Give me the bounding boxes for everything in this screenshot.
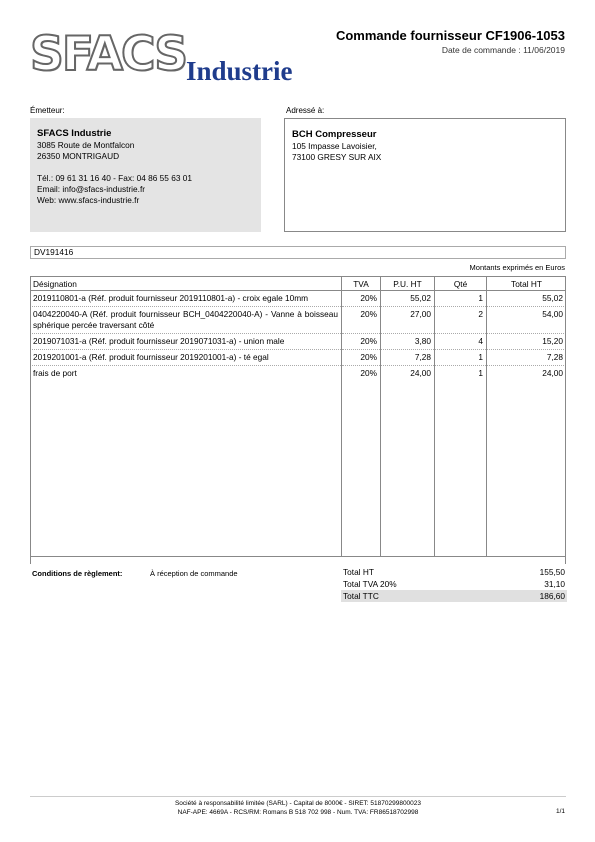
emitter-name: SFACS Industrie — [37, 128, 112, 139]
cell-designation: 2019071031-a (Réf. produit fournisseur 2019071031-a) - union male — [30, 334, 342, 350]
recipient-address-line: 73100 GRESY SUR AIX — [292, 152, 382, 162]
header-tva: TVA — [342, 277, 381, 291]
cell-total: 24,00 — [487, 366, 567, 557]
emitter-address-line: 26350 MONTRIGAUD — [37, 151, 120, 161]
items-table — [30, 276, 566, 557]
cell-total: 55,02 — [487, 291, 567, 307]
currency-note: Montants exprimés en Euros — [469, 263, 565, 272]
cell-total: 54,00 — [487, 307, 567, 334]
emitter-address-line: 3085 Route de Montfalcon — [37, 140, 135, 150]
emitter-label: Émetteur: — [30, 106, 65, 115]
cell-total: 15,20 — [487, 334, 567, 350]
cell-quantity: 1 — [435, 350, 487, 366]
emitter-web: Web: www.sfacs-industrie.fr — [37, 195, 140, 205]
cell-tva: 20% — [342, 350, 381, 366]
table-row — [30, 334, 566, 350]
total-ttc-value: 186,60 — [539, 591, 565, 601]
cell-designation: frais de port — [30, 366, 342, 557]
total-ht-label: Total HT — [343, 567, 374, 577]
logo-subtitle: Industrie — [186, 56, 293, 86]
table-row — [30, 366, 566, 557]
header-quantity: Qté — [435, 277, 487, 291]
footer-line: Société à responsabilité limitée (SARL) - Capital de 8000€ - SIRET: 51870299800023 — [174, 800, 422, 807]
recipient-label: Adressé à: — [286, 106, 325, 115]
emitter-email: Email: info@sfacs-industrie.fr — [37, 184, 146, 194]
cell-tva: 20% — [342, 366, 381, 557]
logo-wordmark: SFACS — [30, 27, 187, 82]
cell-tva: 20% — [342, 334, 381, 350]
footer-line: NAF-APE: 4669A - RCS/RM: Romans B 518 702 998 - Num. TVA: FR86518702998 — [177, 809, 419, 816]
cell-unit-price: 3,80 — [381, 334, 435, 350]
total-ht-value: 155,50 — [539, 567, 565, 577]
cell-quantity: 4 — [435, 334, 487, 350]
cell-tva: 20% — [342, 291, 381, 307]
header-total: Total HT — [487, 277, 567, 291]
cell-designation: 0404220040-A (Réf. produit fournisseur BCH_0404220040-A) - Vanne à boisseau sphérique percée traversant côté — [30, 307, 342, 334]
total-ht-row — [341, 566, 567, 578]
table-row — [30, 291, 566, 307]
cell-quantity: 1 — [435, 291, 487, 307]
table-header-row — [30, 277, 566, 291]
order-date: Date de commande : 11/06/2019 — [441, 45, 565, 55]
cell-tva: 20% — [342, 307, 381, 334]
document-title: Commande fournisseur CF1906-1053 — [335, 28, 565, 43]
cell-designation: 2019201001-a (Réf. produit fournisseur 2019201001-a) - té egal — [30, 350, 342, 366]
cell-quantity: 2 — [435, 307, 487, 334]
cell-unit-price: 27,00 — [381, 307, 435, 334]
total-ttc-row — [341, 590, 567, 602]
page-number: 1/1 — [555, 808, 565, 815]
company-logo — [30, 28, 320, 88]
legal-footer — [30, 799, 566, 817]
cell-quantity: 1 — [435, 366, 487, 557]
reference-field: DV191416 — [30, 246, 566, 259]
recipient-name: BCH Compresseur — [292, 129, 377, 140]
cell-unit-price: 7,28 — [381, 350, 435, 366]
cell-designation: 2019110801-a (Réf. produit fournisseur 2019110801-a) - croix egale 10mm — [30, 291, 342, 307]
table-row — [30, 350, 566, 366]
cell-unit-price: 24,00 — [381, 366, 435, 557]
payment-terms-label: Conditions de règlement: — [32, 569, 123, 578]
total-tva-label: Total TVA 20% — [343, 579, 397, 589]
emitter-box — [30, 118, 261, 232]
total-ttc-label: Total TTC — [343, 591, 379, 601]
footer-divider — [30, 796, 566, 797]
header-designation: Désignation — [30, 277, 342, 291]
total-tva-row — [341, 578, 567, 590]
table-row — [30, 307, 566, 334]
total-tva-value: 31,10 — [544, 579, 565, 589]
recipient-address-line: 105 Impasse Lavoisier, — [292, 141, 377, 151]
emitter-phone: Tél.: 09 61 31 16 40 - Fax: 04 86 55 63 01 — [37, 173, 192, 183]
cell-unit-price: 55,02 — [381, 291, 435, 307]
totals-block — [341, 566, 567, 602]
header-unit-price: P.U. HT — [381, 277, 435, 291]
payment-terms-value: À réception de commande — [150, 569, 238, 578]
recipient-box — [284, 118, 566, 232]
cell-total: 7,28 — [487, 350, 567, 366]
